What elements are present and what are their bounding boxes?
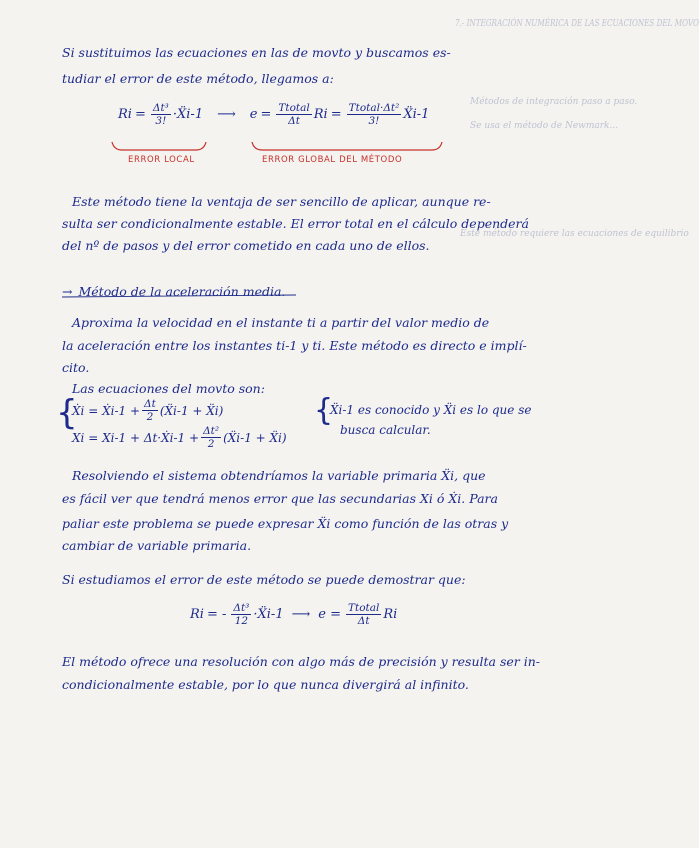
- formula2-lhs: Ri: [190, 607, 204, 623]
- bleed-text-1: 7.- INTEGRACIÓN NUMÉRICA DE LAS ECUACIONES DEL MOVO: [455, 19, 699, 29]
- para1-line-3: del nº de pasos y del error cometido en cada uno de ellos.: [62, 238, 430, 253]
- para3-line-2: es fácil ver que tendrá menos error que las secundarias Xi ó Ẋi. Para: [62, 491, 498, 506]
- bleed-text-4: Este método requiere las ecuaciones de equilibrio: [460, 229, 689, 239]
- para2-line-1: Aproxima la velocidad en el instante ti a partir del valor medio de: [72, 315, 490, 330]
- section-heading: [62, 284, 285, 299]
- eq2-frac-den: 2: [207, 438, 215, 451]
- formula2-frac-num: Δt³: [233, 602, 250, 614]
- bracket-local: [112, 142, 206, 150]
- formula2-frac2-den: Δt: [357, 615, 370, 628]
- formula1-frac3-num: Ttotal·Δt²: [348, 102, 400, 114]
- formula1-tail: ·Ẍi-1: [172, 107, 204, 123]
- bleed-text-2: Métodos de integración paso a paso.: [470, 97, 638, 107]
- para4-line-1: Si estudiamos el error de este método se puede demostrar que:: [62, 572, 466, 587]
- eq1-frac-den: 2: [146, 411, 154, 424]
- error-formula-1: Ri = $\frac{\text{Δt³}}{3!}$ ·Ẍi-1 ⟶ e = $\frac{\text{Ttotal}}{\Delta t}$ Ri = $\frac{\text{Ttotal·Δt²}}{3!}$ Ẍi-1: [118, 102, 430, 128]
- system-brace: {: [56, 393, 78, 433]
- formula1-mid: Ri: [313, 107, 328, 123]
- formula1-eq: =: [134, 107, 146, 123]
- eq1-frac: [142, 398, 158, 423]
- para2-line-2: la aceleración entre los instantes ti-1 y ti. Este método es directo e implí-: [62, 338, 527, 353]
- formula2-end: Ri: [383, 607, 398, 623]
- error-formula-2: [190, 602, 397, 627]
- label-error-local: ERROR LOCAL: [128, 155, 195, 165]
- formula2-arrow: ⟶: [291, 607, 311, 623]
- formula2-frac: [231, 602, 251, 627]
- eq2-frac-num: Δt²: [203, 425, 220, 437]
- para1-line-1: Este método tiene la ventaja de ser sencillo de aplicar, aunque re-: [72, 194, 491, 209]
- formula1-frac2-den: Δt: [288, 115, 300, 128]
- formula1-e: e: [249, 107, 258, 123]
- para2-line-3: cito.: [62, 360, 90, 375]
- heading-arrow-icon: →: [62, 284, 73, 299]
- eq2-lhs: Xi = Xi-1 + Δt·Ẋi-1 +: [72, 430, 200, 445]
- formula1-frac3-den: 3!: [368, 115, 380, 128]
- system-eq-1: [72, 398, 223, 423]
- formula2-frac2-num: Ttotal: [347, 602, 380, 614]
- system-note-2: busca calcular.: [340, 423, 431, 437]
- formula1-lhs: Ri: [118, 107, 132, 123]
- formula1-tail2: Ẍi-1: [403, 107, 430, 123]
- system-eq-2: [72, 425, 287, 450]
- note-brace: {: [314, 393, 334, 428]
- eq1-lhs: Ẋi = Ẋi-1 +: [72, 403, 141, 418]
- para5-line-2: condicionalmente estable, por lo que nunca divergirá al infinito.: [62, 677, 469, 692]
- formula1-arrow: ⟶: [217, 107, 236, 123]
- intro-line-2: tudiar el error de este método, llegamos a:: [62, 71, 334, 86]
- formula2-tail: ·Ẍi-1: [253, 607, 284, 623]
- eq1-frac-num: Δt: [144, 398, 156, 410]
- eq2-tail: (Ẍi-1 + Ẍi): [223, 430, 287, 445]
- formula2-eq: = -: [206, 607, 227, 623]
- formula2-e: e =: [318, 607, 341, 623]
- para2-line-4: Las ecuaciones del movto son:: [72, 381, 265, 396]
- heading-text: Método de la aceleración media.: [78, 284, 286, 299]
- para3-line-1: Resolviendo el sistema obtendríamos la variable primaria Ẍi, que: [72, 468, 486, 483]
- formula1-frac-num: Δt³: [152, 102, 169, 114]
- formula2-frac-den: 12: [234, 615, 249, 628]
- para1-line-2: sulta ser condicionalmente estable. El error total en el cálculo dependerá: [62, 216, 529, 231]
- bracket-global: [252, 142, 442, 150]
- system-note-1: Ẍi-1 es conocido y Ẍi es lo que se: [330, 403, 532, 417]
- formula2-frac2: [346, 602, 381, 627]
- label-error-global: ERROR GLOBAL DEL MÉTODO: [262, 155, 403, 165]
- para3-line-3: paliar este problema se puede expresar Ẍi como función de las otras y: [62, 516, 509, 531]
- intro-line-1: Si sustituimos las ecuaciones en las de movto y buscamos es-: [62, 45, 451, 60]
- para5-line-1: El método ofrece una resolución con algo más de precisión y resulta ser in-: [62, 654, 540, 669]
- eq1-tail: (Ẍi-1 + Ẍi): [159, 403, 224, 418]
- formula1-frac-den: 3!: [155, 115, 167, 128]
- formula1-frac2-num: Ttotal: [278, 102, 310, 114]
- bleed-text-3: Se usa el método de Newmark...: [470, 121, 619, 131]
- para3-line-4: cambiar de variable primaria.: [62, 538, 252, 553]
- eq2-frac: [201, 425, 221, 450]
